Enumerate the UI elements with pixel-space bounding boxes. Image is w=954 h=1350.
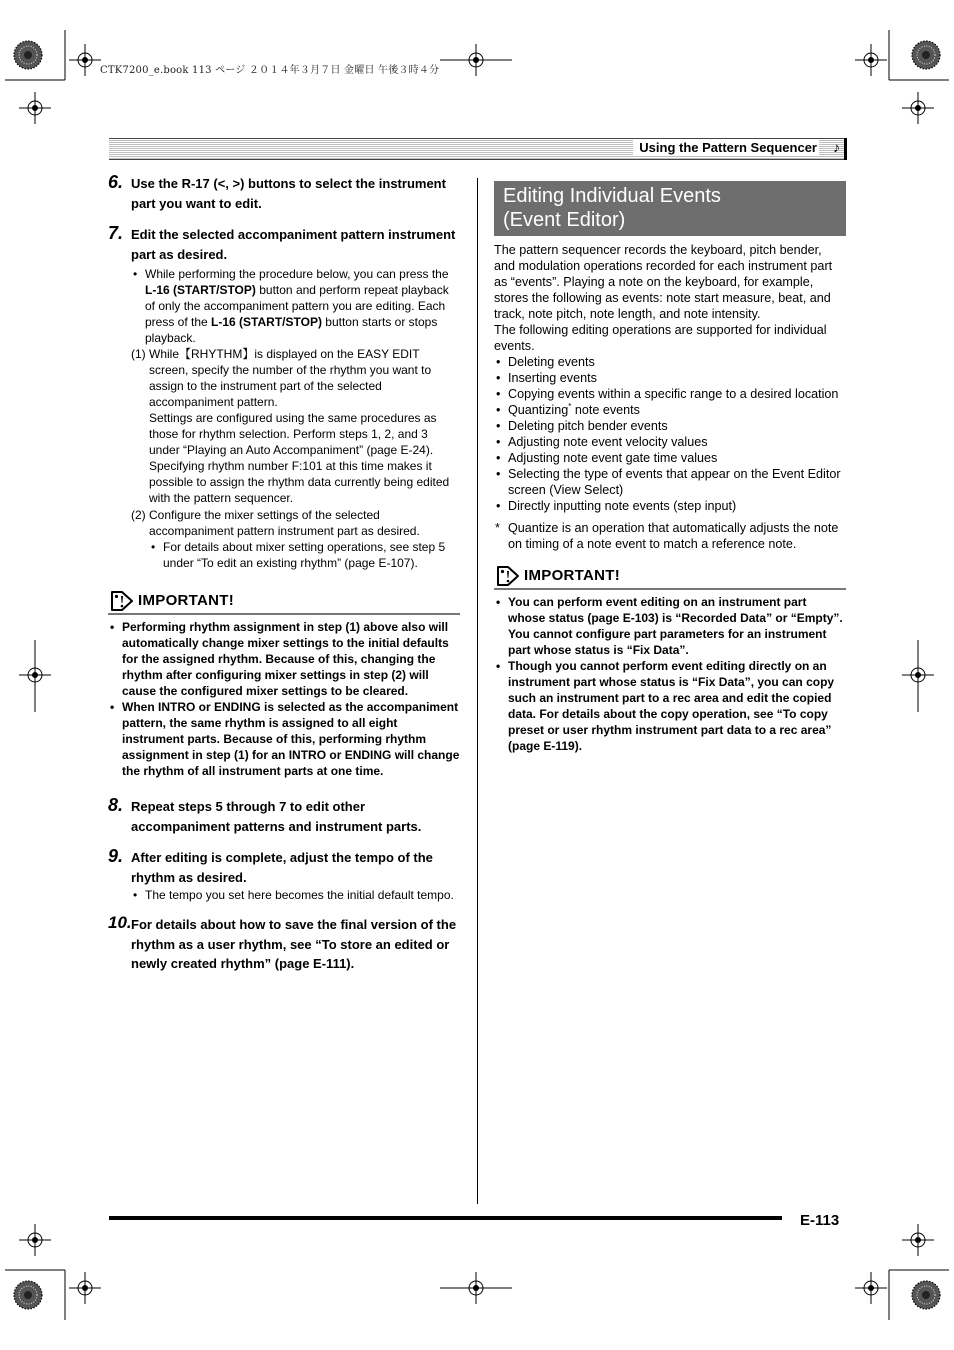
step-text: For details about how to save the final version of the rhythm as a user rhythm, see “To store an edited or newly created rhythm” (page E-111). xyxy=(131,917,457,971)
step-9 xyxy=(108,848,460,887)
step-10 xyxy=(108,915,460,974)
substep-text: Configure the mixer settings of the selected accompaniment pattern instrument part as desired. xyxy=(149,508,420,538)
section-header-title: Using the Pattern Sequencer xyxy=(633,140,819,156)
step-number: 7. xyxy=(108,223,124,243)
header-end-mark xyxy=(844,138,847,160)
step-8 xyxy=(108,797,460,836)
important-box-left xyxy=(108,589,460,779)
substep-label: (1) xyxy=(131,347,146,361)
step-text: After editing is complete, adjust the tempo of the rhythm as desired. xyxy=(131,850,433,885)
substep-2-bullet: • For details about mixer setting operations, see step 5 under “To edit an existing rhythm” (page E-107). xyxy=(149,539,460,571)
list-item: • Adjusting note event gate time values xyxy=(494,450,846,466)
important-box-right xyxy=(494,564,846,754)
substep-text: While【RHYTHM】is displayed on the EASY EDIT screen, specify the number of the rhythm you want to assign to the instrument part of the selected accompaniment pattern. xyxy=(149,347,432,409)
important-item: • When INTRO or ENDING is selected as the accompaniment pattern, the same rhythm is assigned to all eight instrument parts. Because of this, performing rhythm assignment in step (1) for an INTRO or ENDING will change the rhythm of all instrument parts at one time. xyxy=(108,699,460,779)
step-9-bullet: • The tempo you set here becomes the initial default tempo. xyxy=(131,887,460,903)
important-item: • You can perform event editing on an instrument part whose status (page E-103) is “Recorded Data” or “Empty”. You cannot configure part parameters for an instrument part whose status is “Fix Data”. xyxy=(494,594,846,658)
left-column xyxy=(108,174,460,980)
substep-1 xyxy=(131,346,460,506)
important-item: • Performing rhythm assignment in step (1) above also will automatically change mixer settings to the initial defaults for the assigned rhythm. Because of this, changing the rhythm after configuring mixer settings in step (2) will cause the configured mixer settings to be cleared. xyxy=(108,619,460,699)
step-6 xyxy=(108,174,460,213)
list-item: • Selecting the type of events that appear on the Event Editor screen (View Select) xyxy=(494,466,846,498)
intro-paragraph: The pattern sequencer records the keyboard, pitch bender, and modulation operations recorded for each instrument part as “events”. Playing a note on the keyboard, for example, stores the following as events: note start measure, beat, and track, note pitch, note length, and note intensity. xyxy=(494,243,833,321)
list-item: • Inserting events xyxy=(494,370,846,386)
list-item: • Quantizing* note events xyxy=(494,402,846,418)
music-note-icon: ♪ xyxy=(833,139,840,155)
step-number: 10. xyxy=(108,913,132,932)
step-text: Repeat steps 5 through 7 to edit other accompaniment patterns and instrument parts. xyxy=(131,799,422,834)
important-heading xyxy=(108,589,460,615)
step-text: Edit the selected accompaniment pattern instrument part as desired. xyxy=(131,227,456,262)
list-item: • Deleting events xyxy=(494,354,846,370)
step-number: 6. xyxy=(108,172,124,192)
substep-label: (2) xyxy=(131,508,146,522)
list-item: • Deleting pitch bender events xyxy=(494,418,846,434)
important-label: IMPORTANT! xyxy=(138,592,235,609)
right-column xyxy=(494,181,846,754)
step-7 xyxy=(108,225,460,264)
important-item: • Though you cannot perform event editing directly on an instrument part whose status is “Fix Data”, you can copy such an instrument part to a rec area and edit the copied data. For details about the copy operation, see “To copy preset or user rhythm instrument part data to a rec area” (page E-119). xyxy=(494,658,846,754)
running-header xyxy=(109,138,844,160)
step-number: 9. xyxy=(108,846,124,866)
list-item: • Directly inputting note events (step input) xyxy=(494,498,846,514)
page-number: E-113 xyxy=(800,1212,840,1229)
print-info-line: CTK7200_e.book 113 ページ ２０１４年３月７日 金曜日 午後３時４分 xyxy=(100,65,440,76)
intro-paragraph: The following editing operations are supported for individual events. xyxy=(494,323,827,353)
substep-text: Settings are configured using the same procedures as those for rhythm selection. Perform steps 1, 2, and 3 under “Playing an Auto Accompaniment” (page E-24). Specifying rhythm number F:101 at this time makes it possible to assign the rhythm data currently being edited with the pattern sequencer. xyxy=(149,411,450,505)
important-label: IMPORTANT! xyxy=(524,567,621,584)
step-7-bullet: • While performing the procedure below, you can press the L-16 (START/STOP) button and perform repeat playback of only the accompaniment pattern you are editing. Each press of the L-16 (START/STOP) button starts or stops playback. xyxy=(131,266,460,346)
footer-rule xyxy=(109,1216,782,1220)
step-number: 8. xyxy=(108,795,124,815)
section-title: Editing Individual Events (Event Editor) xyxy=(494,181,846,236)
footnote: * Quantize is an operation that automatically adjusts the note on timing of a note event to match a reference note. xyxy=(495,521,839,551)
warning-tag-icon xyxy=(494,564,520,588)
list-item: • Adjusting note event velocity values xyxy=(494,434,846,450)
important-heading xyxy=(494,564,846,590)
step-text: Use the R-17 (<, >) buttons to select the instrument part you want to edit. xyxy=(131,176,446,211)
list-item: • Copying events within a specific range to a desired location xyxy=(494,386,846,402)
footnote-mark: * xyxy=(495,521,500,535)
substep-2 xyxy=(131,507,460,539)
warning-tag-icon xyxy=(108,589,134,613)
column-divider xyxy=(477,178,478,1204)
